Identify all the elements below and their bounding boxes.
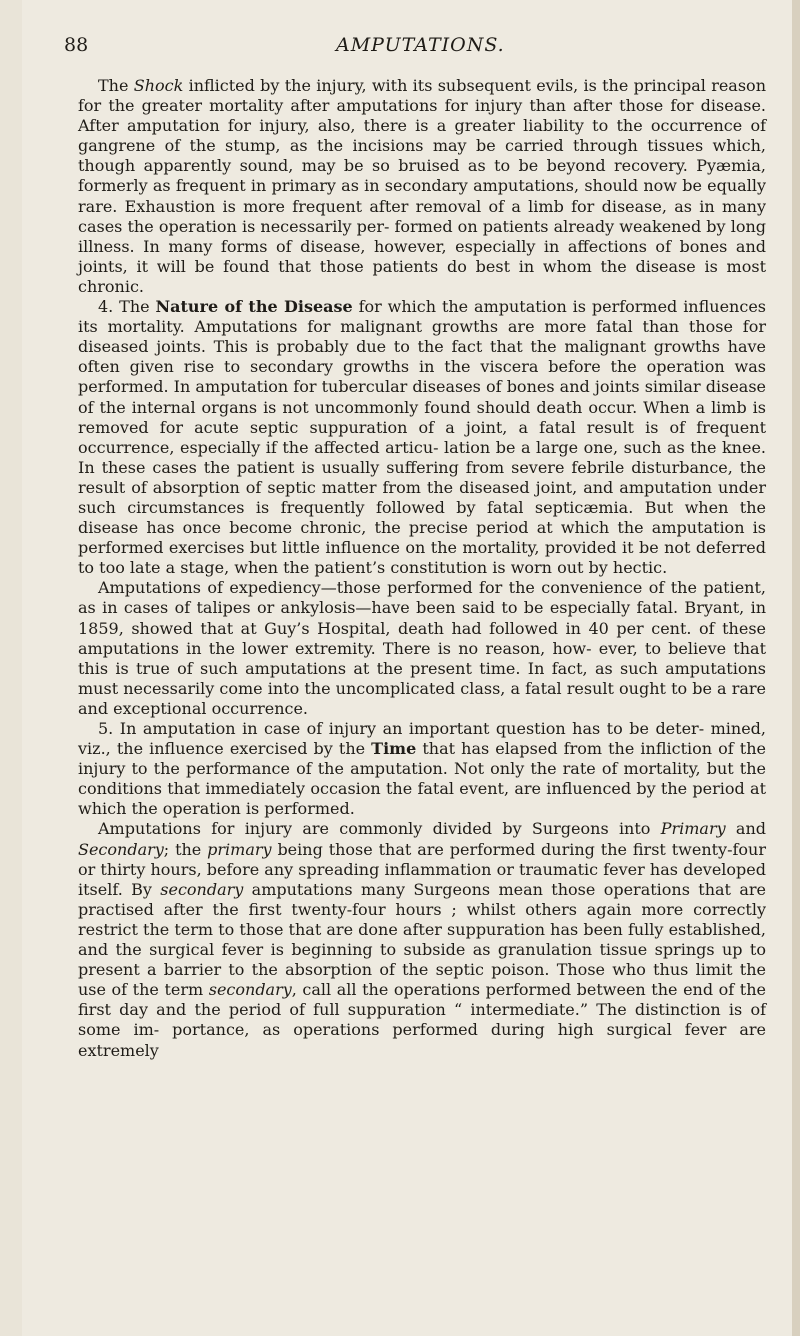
page-number: 88 xyxy=(64,34,89,56)
term-secondary-lower: secondary xyxy=(160,879,244,899)
term-shock: Shock xyxy=(133,76,184,95)
body-text xyxy=(78,76,766,1061)
heading-nature-of-disease: Nature of the Disease xyxy=(155,297,353,317)
running-title: AMPUTATIONS. xyxy=(336,34,505,56)
paragraph-shock: The Shock inflicted by the injury, with its subsequent evils, is the principal reason for the greater mortality after amputations for injury than after those for disease. After amputation for injury, also, there is a greater liability to the occurrence of gangrene of the stump, as the incisions may be carried through tissues which, though apparently sound, may be so bruised as to be beyond recovery. Pyæmia, formerly as frequent in primary as in secondary amputations, should now be equally rare. Exhaustion is more frequent after removal of a limb for disease, as in many cases the operation is necessarily per- formed on patients already weakened by long illness. In many forms of disease, however, especially in affections of bones and joints, it will be found that those patients do best in whom the disease is most chronic. xyxy=(78,76,766,296)
term-secondary: Secondary xyxy=(78,839,164,859)
heading-time: Time xyxy=(371,739,417,759)
page-edge xyxy=(792,0,800,1336)
paragraph-time: 5. In amputation in case of injury an important question has to be deter- mined, viz., the influence exercised by the Time that has elapsed from the infliction of the injury to the performance of the amputation. Not only the rate of mortality, but the conditions that immediately occasion the fatal event, are influenced by the period at which the operation is performed. xyxy=(78,719,766,819)
term-primary-lower: primary xyxy=(207,839,272,859)
term-secondary-again: secondary xyxy=(208,980,292,1000)
paragraph-expediency: Amputations of expediency—those performed for the convenience of the patient, as in cases of talipes or ankylosis—have been said to be especially fatal. Bryant, in 1859, showed that at Guy’s Hospital, death had followed in 40 per cent. of these amputations in the lower extremity. There is no reason, how- ever, to believe that this is true of such amputations at the present time. In fact, as such amputations must necessarily come into the uncomplicated class, a fatal result ought to be a rare and exceptional occurrence. xyxy=(78,578,766,718)
paragraph-primary-secondary: Amputations for injury are commonly divided by Surgeons into Primary and Secondary; the primary being those that are performed during the first twenty-four or thirty hours, before any spreading inflammation or traumatic fever has developed itself. By secondary amputations many Surgeons mean those operations that are practised after the first twenty-four hours ; whilst others again more correctly restrict the term to those that are done after suppuration has been fully established, and the surgical fever is beginning to subside as granulation tissue springs up to present a barrier to the absorption of the septic poison. Those who thus limit the use of the term secondary, call all the operations performed between the end of the first day and the period of full suppuration “ intermediate.” The distinction is of some im- portance, as operations performed during high surgical fever are extremely xyxy=(78,819,767,1060)
term-primary: Primary xyxy=(660,819,726,839)
book-page xyxy=(22,0,792,1336)
page-header xyxy=(64,34,764,58)
paragraph-nature-of-disease: 4. The Nature of the Disease for which the amputation is performed influences its mortality. Amputations for malignant growths are more fatal than those for diseased joints. This is probably due to the fact that the malignant growths have often given rise to secondary growths in the viscera before the operation was performed. In amputation for tubercular diseases of bones and joints similar disease of the internal organs is not uncommonly found should death occur. When a limb is removed for acute septic suppuration of a joint, a fatal result is of frequent occurrence, especially if the affected articu- lation be a large one, such as the knee. In these cases the patient is usually suffering from severe febrile disturbance, the result of absorption of septic matter from the diseased joint, and amputation under such circumstances is frequently followed by fatal septicæmia. But when the disease has once become chronic, the precise period at which the amputation is performed exercises but little influence on the mortality, provided it be not deferred to too late a stage, when the patient’s constitution is worn out by hectic. xyxy=(78,297,767,578)
